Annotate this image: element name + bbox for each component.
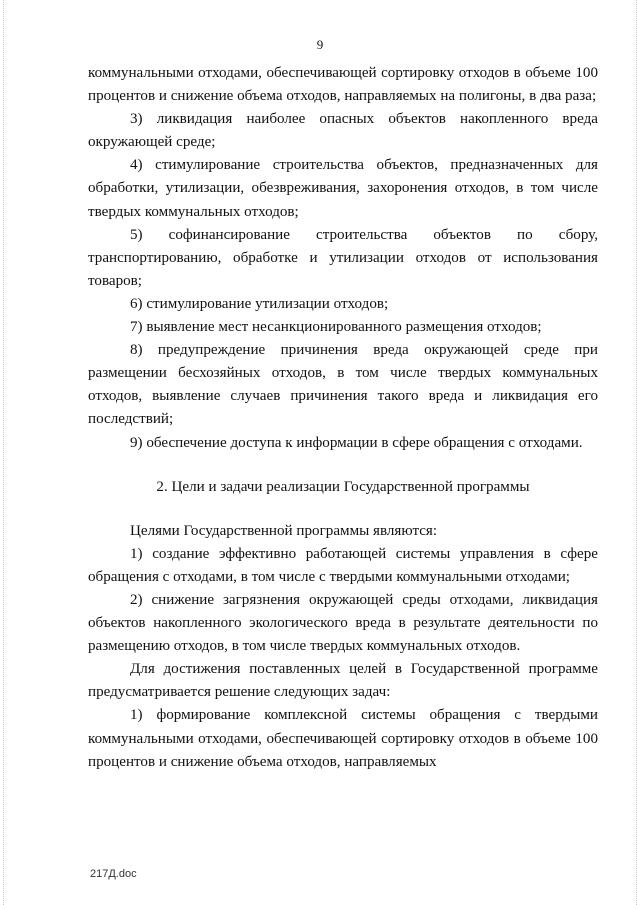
scan-edge-right (636, 0, 638, 905)
section-heading: 2. Цели и задачи реализации Государственной программы (156, 478, 530, 495)
footer-filename: 217Д.doc (90, 868, 137, 880)
task-item-1: 1) формирование комплексной системы обращения с твердыми коммунальными отходами, обеспечивающей сортировку отходов в объеме 100 процентов и снижение объема отходов, направляемых (88, 707, 598, 770)
spacer (88, 499, 598, 520)
goal-item-1: 1) создание эффективно работающей системы управления в сфере обращения с отходами, в том числе с твердыми коммунальными отходами; (88, 545, 598, 585)
list-item-4: 4) стимулирование строительства объектов, предназначенных для обработки, утилизации, обезвреживания, захоронения отходов, в том числе твердых коммунальных отходов; (88, 157, 598, 220)
spacer (88, 455, 598, 476)
list-item-6: 6) стимулирование утилизации отходов; (130, 295, 389, 312)
goal-item-2: 2) снижение загрязнения окружающей среды отходами, ликвидация объектов накопленного экологического вреда в результате деятельности по размещению отходов, в том числе твердых коммунальных отходов. (88, 591, 598, 655)
list-item-3: 3) ликвидация наиболее опасных объектов накопленного вреда окружающей среде; (88, 111, 598, 151)
page-number: 9 (316, 37, 324, 52)
list-item-5: 5) софинансирование строительства объектов по сбору, транспортированию, обработке и утилизации отходов от использования товаров; (88, 226, 598, 289)
list-item-8: 8) предупреждение причинения вреда окружающей среде при размещении бесхозяйных отходов, в том числе твердых коммунальных отходов, выявление случаев причинения такого вреда и ликвидация его последствий; (88, 342, 598, 428)
paragraph-continuation: коммунальными отходами, обеспечивающей сортировку отходов в объеме 100 процентов и снижение объема отходов, направляемых на полигоны, в два раза; (88, 65, 598, 105)
tasks-intro: Для достижения поставленных целей в Государственной программе предусматривается решение следующих задач: (88, 661, 598, 701)
list-item-7: 7) выявление мест несанкционированного размещения отходов; (130, 319, 542, 336)
list-item-9: 9) обеспечение доступа к информации в сфере обращения с отходами. (130, 434, 583, 451)
document-body (88, 62, 598, 774)
goals-intro: Целями Государственной программы являются: (130, 522, 438, 539)
scan-edge-left (3, 0, 5, 905)
